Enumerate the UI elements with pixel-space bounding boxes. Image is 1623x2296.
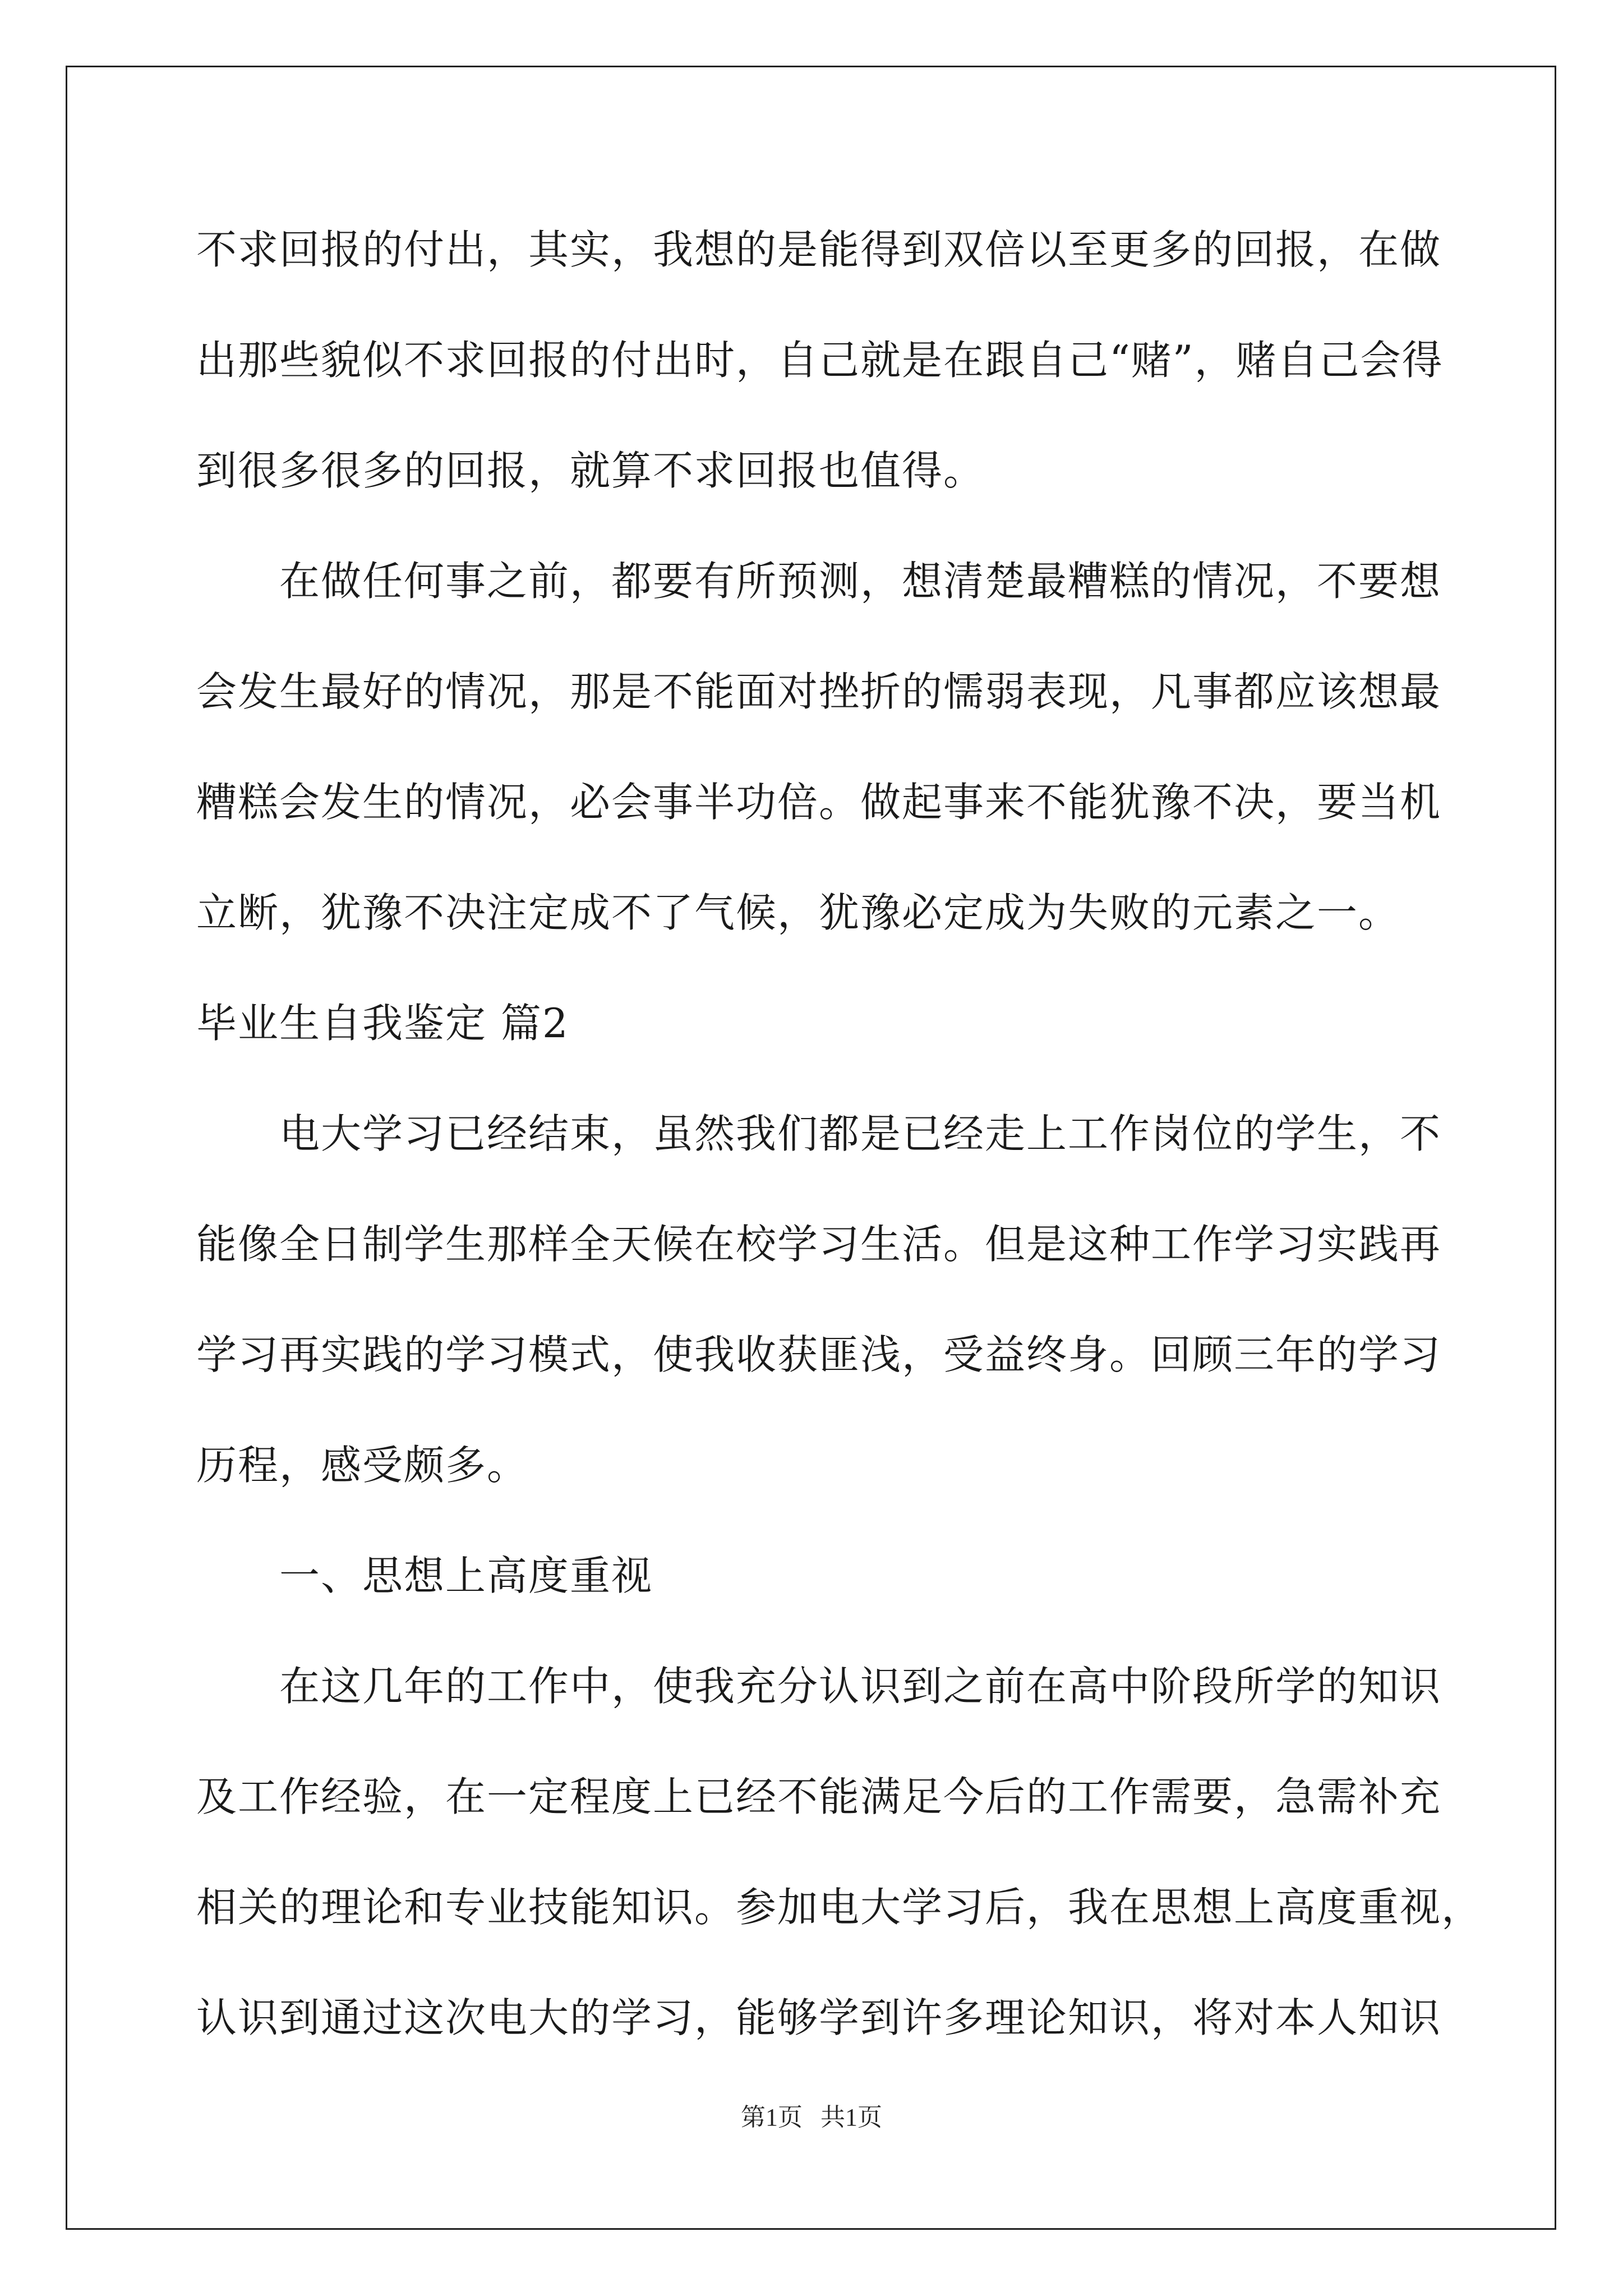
text-line: 到很多很多的回报，就算不求回报也值得。 bbox=[196, 447, 985, 494]
page-number: 第1页 bbox=[741, 2104, 803, 2131]
text-line: 在做任何事之前，都要有所预测，想清楚最糟糕的情况，不要想 bbox=[196, 558, 1442, 605]
text-line: 糟糕会发生的情况，必会事半功倍。做起事来不能犹豫不决，要当机 bbox=[196, 779, 1442, 826]
text-line: 电大学习已经结束，虽然我们都是已经走上工作岗位的学生，不 bbox=[196, 1110, 1442, 1157]
text-line: 认识到通过这次电大的学习，能够学到许多理论知识，将对本人知识 bbox=[196, 1994, 1442, 2041]
text-line: 出那些貌似不求回报的付出时，自己就是在跟自己“赌”，赌自己会得 bbox=[196, 337, 1444, 384]
text-line: 在这几年的工作中，使我充分认识到之前在高中阶段所学的知识 bbox=[196, 1663, 1442, 1710]
text-line: 能像全日制学生那样全天候在校学习生活。但是这种工作学习实践再 bbox=[196, 1221, 1442, 1268]
page-footer bbox=[0, 2098, 1623, 2137]
subsection-heading: 一、思想上高度重视 bbox=[196, 1552, 653, 1599]
text-line: 会发生最好的情况，那是不能面对挫折的懦弱表现，凡事都应该想最 bbox=[196, 668, 1442, 715]
text-line: 及工作经验，在一定程度上已经不能满足今后的工作需要，急需补充 bbox=[196, 1773, 1442, 1820]
text-line: 学习再实践的学习模式，使我收获匪浅，受益终身。回顾三年的学习 bbox=[196, 1331, 1442, 1378]
page-total: 共1页 bbox=[820, 2104, 882, 2131]
text-line: 立断，犹豫不决注定成不了气候，犹豫必定成为失败的元素之一。 bbox=[196, 889, 1400, 936]
text-line: 历程，感受颇多。 bbox=[196, 1442, 529, 1489]
text-line: 相关的理论和专业技能知识。参加电大学习后，我在思想上高度重视， bbox=[196, 1884, 1483, 1931]
section-heading: 毕业生自我鉴定 篇2 bbox=[196, 1000, 569, 1047]
text-line: 不求回报的付出，其实，我想的是能得到双倍以至更多的回报，在做 bbox=[196, 226, 1442, 273]
